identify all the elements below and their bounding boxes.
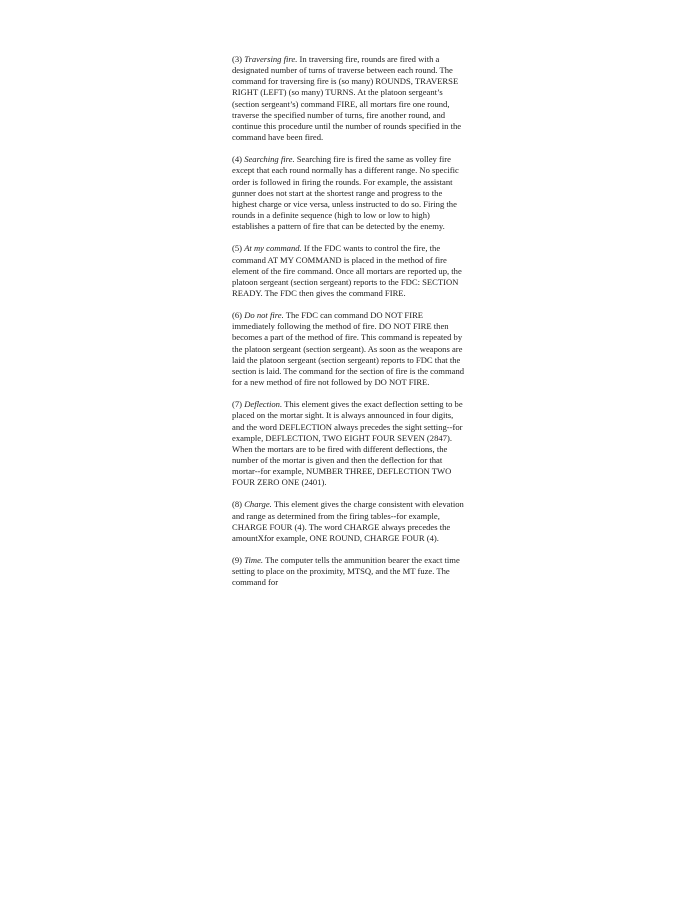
paragraph-body: The computer tells the ammunition bearer the exact time setting to place on the proximity, MTSQ, and the MT fuze. The command for xyxy=(232,555,460,588)
paragraph-body: The FDC can command DO NOT FIRE immediately following the method of fire. DO NOT FIRE then becomes a part of the method of fire. This command is repeated by the platoon sergeant (section sergeant). As soon as the weapons are laid the platoon sergeant (section sergeant) reports to FDC that the section is laid. The command for the section of fire is the command for a new method of fire not followed by DO NOT FIRE. xyxy=(232,310,465,388)
paragraph-body: This element gives the exact deflection setting to be placed on the mortar sight. It is always announced in four digits, and the word DEFLECTION always precedes the sight setting--for example, DEFLECTION, TWO EIGHT FOUR SEVEN (2847). When the mortars are to be fired with different deflections, the number of the mortar is given and then the deflection for that mortar--for example, NUMBER THREE, DEFLECTION TWO FOUR ZERO ONE (2401). xyxy=(232,399,463,488)
paragraph-title: Deflection. xyxy=(244,399,283,410)
paragraph-title: Charge. xyxy=(244,499,272,510)
paragraph-body: This element gives the charge consistent with elevation and range as determined from the firing tables--for example, CHARGE FOUR (4). The word CHARGE always precedes the amountXfor example, ONE ROUND, CHARGE FOUR (4). xyxy=(232,499,464,543)
paragraph-number: (4) xyxy=(232,154,243,165)
paragraph-title: Traversing fire. xyxy=(244,54,298,64)
paragraph-number: (9) xyxy=(232,555,243,566)
paragraph-number: (8) xyxy=(232,499,243,510)
paragraph-deflection xyxy=(232,399,465,488)
paragraph-at-my-command xyxy=(232,243,465,299)
paragraph-title: Do not fire. xyxy=(244,310,284,321)
paragraph-body: In traversing fire, rounds are fired with a designated number of turns of traverse between each round. The command for traversing fire is (so many) ROUNDS, TRAVERSE RIGHT (LEFT) (so many) TURNS. At the platoon sergeant’s (section sergeant’s) command FIRE, all mortars fire one round, traverse the specified number of turns, fire another round, and continue this procedure until the number of rounds specified in the command have been fired. xyxy=(232,54,462,143)
paragraph-body: If the FDC wants to control the fire, the command AT MY COMMAND is placed in the method of fire element of the fire command. Once all mortars are reported up, the platoon sergeant (section sergeant) reports to the FDC: SECTION READY. The FDC then gives the command FIRE. xyxy=(232,243,462,298)
paragraph-number: (6) xyxy=(232,310,243,321)
paragraph-time xyxy=(232,555,465,588)
paragraph-number: (7) xyxy=(232,399,243,410)
paragraph-title: Searching fire. xyxy=(244,154,295,165)
paragraph-do-not-fire xyxy=(232,310,465,388)
text-column xyxy=(232,54,465,600)
paragraph-searching-fire xyxy=(232,154,465,232)
paragraph-charge xyxy=(232,499,465,544)
paragraph-body: Searching fire is fired the same as volley fire except that each round normally has a different range. No specific order is followed in firing the rounds. For example, the assistant gunner does not start at the shortest range and progress to the highest charge or vice versa, unless instructed to do so. Firing the rounds in a definite sequence (high to low or low to high) establishes a pattern of fire that can be detected by the enemy. xyxy=(232,154,459,232)
paragraph-traversing-fire xyxy=(232,54,465,143)
paragraph-title: At my command. xyxy=(244,243,302,254)
paragraph-number: (3) xyxy=(232,54,243,64)
paragraph-title: Time. xyxy=(244,555,264,566)
paragraph-number: (5) xyxy=(232,243,243,254)
